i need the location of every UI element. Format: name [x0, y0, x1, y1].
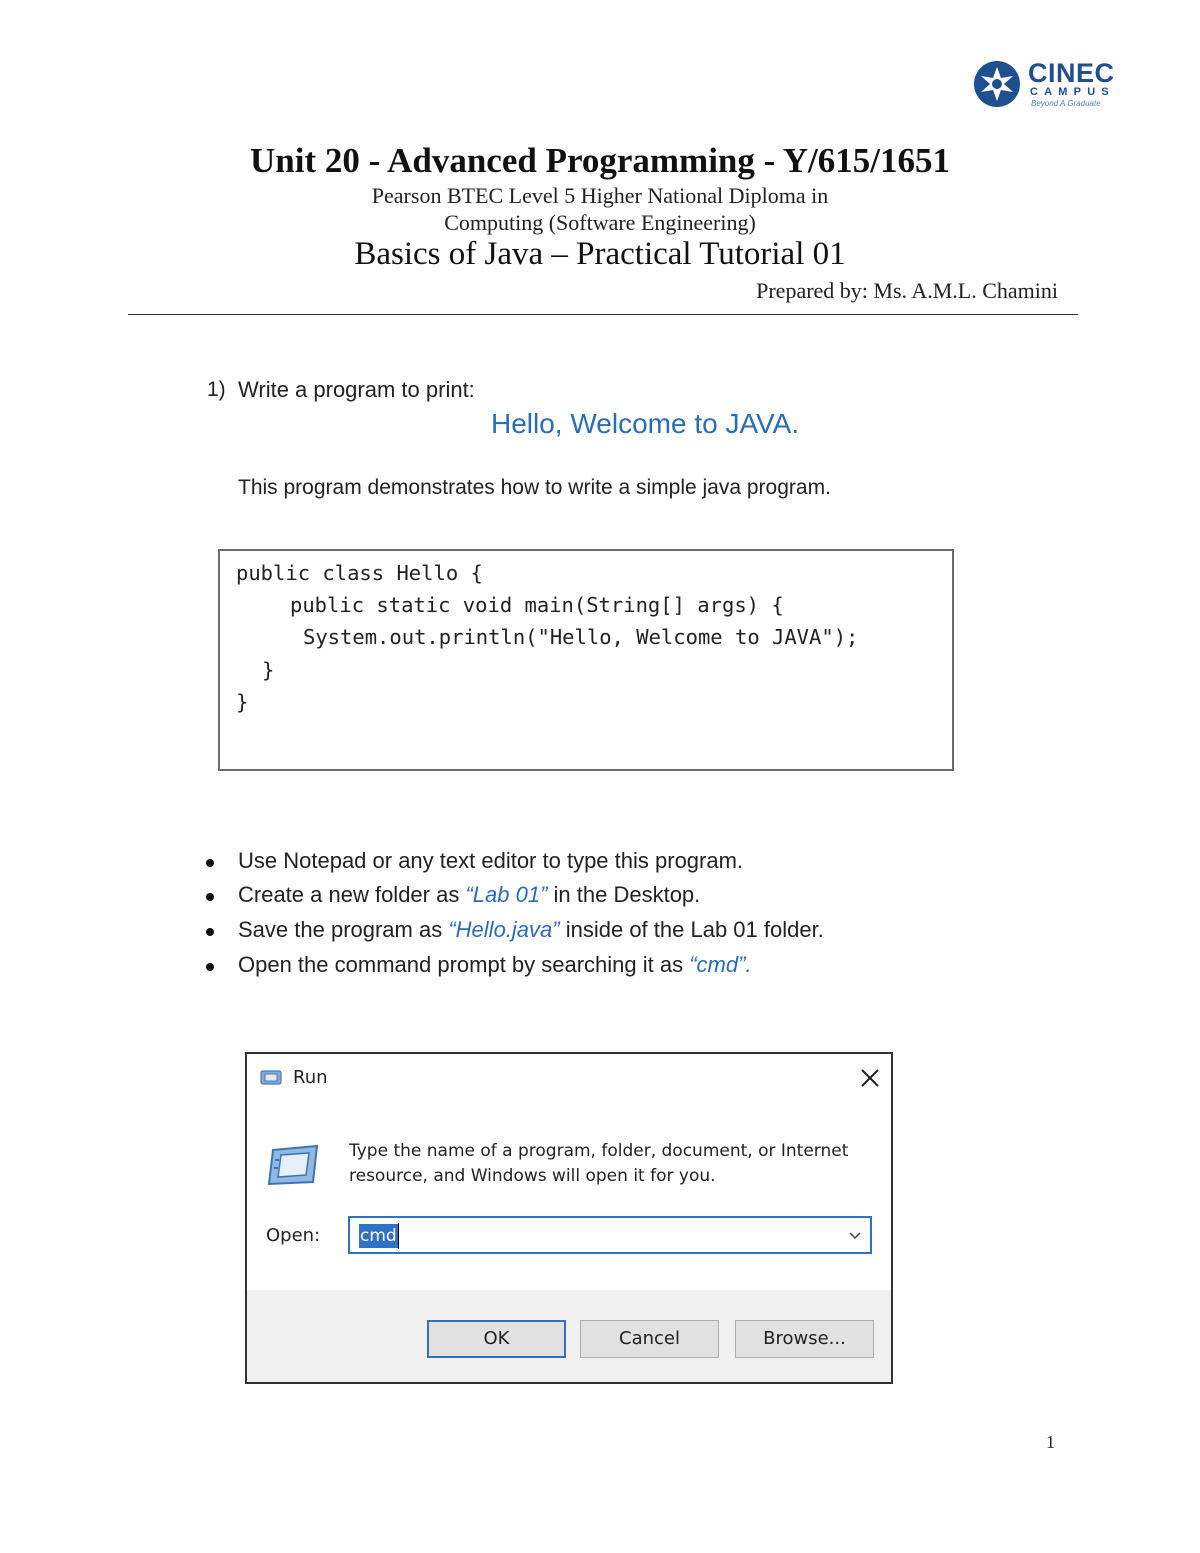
tutorial-title: Basics of Java – Practical Tutorial 01: [354, 236, 846, 272]
run-dialog-description: Type the name of a program, folder, document, or Internet resource, and Windows will open it for you.: [349, 1141, 849, 1186]
run-icon: [259, 1069, 283, 1087]
open-input-value[interactable]: cmd: [360, 1226, 397, 1246]
subtitle-line-1: Pearson BTEC Level 5 Higher National Diploma in: [371, 183, 829, 208]
logo-name: CINEC: [1028, 58, 1115, 88]
list-item-text: Save the program as “Hello.java” inside of the Lab 01 folder.: [238, 917, 824, 942]
document-title: Unit 20 - Advanced Programming - Y/615/1651: [250, 141, 950, 180]
bullet-icon: [206, 859, 214, 867]
expected-output: Hello, Welcome to JAVA.: [491, 408, 800, 439]
code-line: }: [236, 690, 249, 714]
question-number: 1): [207, 378, 226, 401]
code-line: public static void main(String[] args) {: [290, 593, 784, 617]
run-program-icon: [265, 1142, 321, 1188]
list-item-text: Open the command prompt by searching it as “cmd”.: [238, 952, 752, 977]
logo-sub: CAMPUS: [1030, 86, 1115, 98]
bullet-icon: [206, 928, 214, 936]
run-dialog-title: Run: [293, 1067, 328, 1088]
bullet-icon: [206, 963, 214, 971]
subtitle-line-2: Computing (Software Engineering): [444, 210, 756, 235]
browse-button[interactable]: Browse...: [735, 1320, 874, 1358]
logo-tagline: Beyond A Graduate: [1031, 99, 1101, 108]
text-caret: [398, 1223, 399, 1249]
run-dialog: [245, 1052, 893, 1384]
code-block: [218, 549, 954, 771]
header-divider: [128, 314, 1078, 315]
ok-button[interactable]: OK: [427, 1320, 566, 1358]
page-number: 1: [1046, 1432, 1055, 1452]
open-combobox[interactable]: [348, 1216, 872, 1254]
close-icon[interactable]: [858, 1066, 882, 1090]
question-description: This program demonstrates how to write a simple java program.: [238, 476, 831, 499]
bullet-icon: [206, 893, 214, 901]
question-text: Write a program to print:: [238, 377, 475, 402]
cinec-logo: [973, 60, 1118, 112]
prepared-by: Prepared by: Ms. A.M.L. Chamini: [756, 278, 1058, 303]
run-dialog-titlebar: [247, 1054, 891, 1104]
cancel-button[interactable]: Cancel: [580, 1320, 719, 1358]
open-label: Open:: [266, 1225, 321, 1246]
code-line: public class Hello {: [236, 561, 483, 585]
code-line: }: [262, 658, 275, 682]
chevron-down-icon[interactable]: [848, 1229, 862, 1243]
list-item-text: Use Notepad or any text editor to type this program.: [238, 848, 744, 873]
list-item-text: Create a new folder as “Lab 01” in the Desktop.: [238, 882, 701, 907]
cinec-star-logo-icon: [973, 60, 1021, 108]
code-line: System.out.println("Hello, Welcome to JAVA");: [303, 625, 859, 649]
